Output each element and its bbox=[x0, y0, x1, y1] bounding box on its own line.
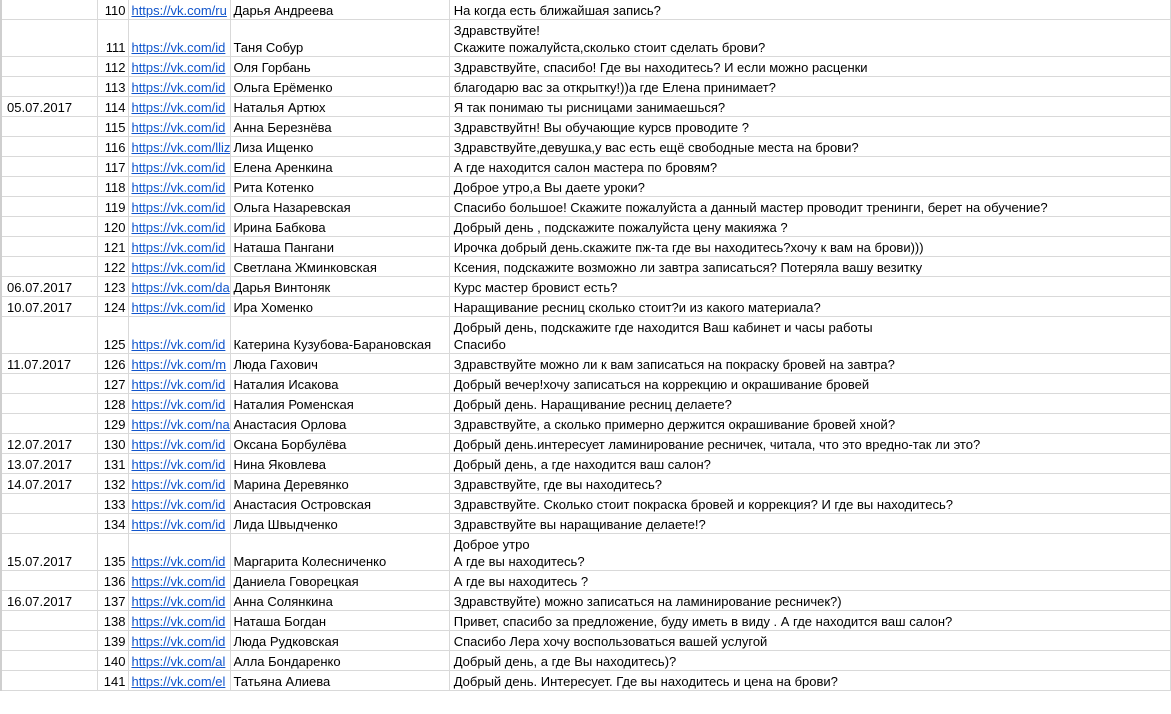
profile-link[interactable]: https://vk.com/id bbox=[131, 80, 226, 95]
profile-link-cell[interactable] bbox=[129, 117, 231, 137]
name-cell[interactable]: Алла Бондаренко bbox=[231, 651, 449, 671]
date-cell[interactable]: 13.07.2017 bbox=[1, 454, 97, 474]
message-line: Здравствуйте) можно записаться на ламинирование ресничек?) bbox=[453, 594, 842, 609]
profile-link[interactable]: https://vk.com/id bbox=[131, 300, 226, 315]
message-line: Здравствуйте, а сколько примерно держится окрашивание бровей хной? bbox=[453, 417, 896, 432]
table-row bbox=[1, 237, 1171, 257]
message-cell[interactable] bbox=[449, 591, 1170, 611]
number-cell[interactable]: 115 bbox=[97, 117, 129, 137]
date-cell[interactable] bbox=[1, 394, 97, 414]
date-cell[interactable] bbox=[1, 257, 97, 277]
table-row bbox=[1, 454, 1171, 474]
message-line: Доброе утро,а Вы даете уроки? bbox=[453, 180, 645, 195]
message-cell[interactable] bbox=[449, 651, 1170, 671]
profile-link[interactable]: https://vk.com/na bbox=[131, 417, 230, 432]
message-line: Ирочка добрый день.скажите пж-та где вы находитесь?хочу к вам на брови))) bbox=[453, 240, 924, 255]
message-cell[interactable] bbox=[449, 0, 1170, 20]
table-row bbox=[1, 97, 1171, 117]
profile-link[interactable]: https://vk.com/lliz bbox=[131, 140, 231, 155]
message-line: Здравствуйте, спасибо! Где вы находитесь? И если можно расценки bbox=[453, 60, 868, 75]
name-cell[interactable]: Таня Собур bbox=[231, 20, 449, 57]
profile-link-cell[interactable] bbox=[129, 591, 231, 611]
profile-link[interactable]: https://vk.com/da bbox=[131, 280, 230, 295]
date-cell[interactable] bbox=[1, 494, 97, 514]
message-cell[interactable] bbox=[449, 374, 1170, 394]
number-cell[interactable]: 137 bbox=[97, 591, 129, 611]
profile-link-cell[interactable] bbox=[129, 237, 231, 257]
date-cell[interactable] bbox=[1, 137, 97, 157]
number-cell[interactable]: 127 bbox=[97, 374, 129, 394]
date-cell[interactable] bbox=[1, 177, 97, 197]
table-row bbox=[1, 137, 1171, 157]
profile-link[interactable]: https://vk.com/id bbox=[131, 60, 226, 75]
table-row bbox=[1, 0, 1171, 20]
profile-link-cell[interactable] bbox=[129, 217, 231, 237]
profile-link[interactable]: https://vk.com/id bbox=[131, 100, 226, 115]
profile-link[interactable]: https://vk.com/id bbox=[131, 594, 226, 609]
name-cell[interactable]: Ольга Назаревская bbox=[231, 197, 449, 217]
profile-link[interactable]: https://vk.com/id bbox=[131, 40, 226, 55]
message-line: Здравствуйте можно ли к вам записаться на покраску бровей на завтра? bbox=[453, 357, 895, 372]
profile-link[interactable]: https://vk.com/id bbox=[131, 497, 226, 512]
message-cell[interactable] bbox=[449, 611, 1170, 631]
name-cell[interactable]: Наталия Роменская bbox=[231, 394, 449, 414]
date-cell[interactable]: 06.07.2017 bbox=[1, 277, 97, 297]
message-line: благодарю вас за открытку!))а где Елена принимает? bbox=[453, 80, 776, 95]
message-line: Здравствуйте. Сколько стоит покраска бровей и коррекция? И где вы находитесь? bbox=[453, 497, 953, 512]
message-cell[interactable] bbox=[449, 57, 1170, 77]
message-line: Наращивание ресниц сколько стоит?и из какого материала? bbox=[453, 300, 821, 315]
message-line: Здравствуйте,девушка,у вас есть ещё свободные места на брови? bbox=[453, 140, 859, 155]
table-row bbox=[1, 394, 1171, 414]
profile-link[interactable]: https://vk.com/id bbox=[131, 614, 226, 629]
message-line: Здравствуйте! bbox=[453, 23, 540, 38]
table-row bbox=[1, 514, 1171, 534]
message-cell[interactable] bbox=[449, 20, 1170, 57]
message-cell[interactable] bbox=[449, 257, 1170, 277]
message-line: Добрый день.интересует ламинирование ресничек, читала, что это вредно-так ли это? bbox=[453, 437, 981, 452]
date-cell[interactable] bbox=[1, 77, 97, 97]
number-cell[interactable]: 138 bbox=[97, 611, 129, 631]
name-cell[interactable]: Ольга Ерёменко bbox=[231, 77, 449, 97]
message-cell[interactable] bbox=[449, 237, 1170, 257]
date-cell[interactable] bbox=[1, 237, 97, 257]
table-row bbox=[1, 651, 1171, 671]
date-cell[interactable] bbox=[1, 651, 97, 671]
profile-link-cell[interactable] bbox=[129, 257, 231, 277]
date-cell[interactable] bbox=[1, 20, 97, 57]
message-cell[interactable] bbox=[449, 177, 1170, 197]
profile-link-cell[interactable] bbox=[129, 394, 231, 414]
table-row bbox=[1, 177, 1171, 197]
profile-link-cell[interactable] bbox=[129, 631, 231, 651]
date-cell[interactable] bbox=[1, 157, 97, 177]
name-cell[interactable]: Маргарита Колесниченко bbox=[231, 534, 449, 571]
table-row bbox=[1, 671, 1171, 691]
table-body bbox=[1, 0, 1171, 691]
number-cell[interactable]: 130 bbox=[97, 434, 129, 454]
number-cell[interactable]: 123 bbox=[97, 277, 129, 297]
profile-link[interactable]: https://vk.com/id bbox=[131, 160, 226, 175]
message-line: Курс мастер бровист есть? bbox=[453, 280, 618, 295]
message-cell[interactable] bbox=[449, 157, 1170, 177]
date-cell[interactable] bbox=[1, 611, 97, 631]
profile-link[interactable]: https://vk.com/id bbox=[131, 337, 226, 352]
date-cell[interactable] bbox=[1, 0, 97, 20]
profile-link-cell[interactable] bbox=[129, 414, 231, 434]
message-line: Добрый день , подскажите пожалуйста цену макияжа ? bbox=[453, 220, 788, 235]
message-line: Я так понимаю ты рисницами занимаешься? bbox=[453, 100, 726, 115]
message-cell[interactable] bbox=[449, 97, 1170, 117]
message-cell[interactable] bbox=[449, 277, 1170, 297]
name-cell[interactable]: Нина Яковлева bbox=[231, 454, 449, 474]
message-cell[interactable] bbox=[449, 571, 1170, 591]
profile-link[interactable]: https://vk.com/id bbox=[131, 240, 226, 255]
name-cell[interactable]: Наталия Исакова bbox=[231, 374, 449, 394]
name-cell[interactable]: Люда Гахович bbox=[231, 354, 449, 374]
message-line: Добрый день, а где находится ваш салон? bbox=[453, 457, 711, 472]
table-row bbox=[1, 494, 1171, 514]
number-cell[interactable]: 134 bbox=[97, 514, 129, 534]
name-cell[interactable]: Дарья Винтоняк bbox=[231, 277, 449, 297]
message-line: Спасибо Лера хочу воспользоваться вашей услугой bbox=[453, 634, 768, 649]
date-cell[interactable] bbox=[1, 317, 97, 354]
message-line: Спасибо большое! Скажите пожалуйста а данный мастер проводит тренинги, берет на обучение? bbox=[453, 200, 1048, 215]
name-cell[interactable]: Анна Солянкина bbox=[231, 591, 449, 611]
name-cell[interactable]: Марина Деревянко bbox=[231, 474, 449, 494]
message-cell[interactable] bbox=[449, 454, 1170, 474]
profile-link[interactable]: https://vk.com/id bbox=[131, 260, 226, 275]
number-cell[interactable]: 120 bbox=[97, 217, 129, 237]
name-cell[interactable]: Ирина Бабкова bbox=[231, 217, 449, 237]
name-cell[interactable]: Елена Аренкина bbox=[231, 157, 449, 177]
profile-link[interactable]: https://vk.com/id bbox=[131, 554, 226, 569]
profile-link-cell[interactable] bbox=[129, 20, 231, 57]
profile-link[interactable]: https://vk.com/id bbox=[131, 574, 226, 589]
message-line: Здравствуйтн! Вы обучающие курсв проводите ? bbox=[453, 120, 750, 135]
table-row bbox=[1, 354, 1171, 374]
name-cell[interactable]: Татьяна Алиева bbox=[231, 671, 449, 691]
profile-link[interactable]: https://vk.com/id bbox=[131, 517, 226, 532]
name-cell[interactable]: Ира Хоменко bbox=[231, 297, 449, 317]
number-cell[interactable]: 116 bbox=[97, 137, 129, 157]
profile-link[interactable]: https://vk.com/al bbox=[131, 654, 226, 669]
number-cell[interactable]: 124 bbox=[97, 297, 129, 317]
profile-link-cell[interactable] bbox=[129, 534, 231, 571]
name-cell[interactable]: Рита Котенко bbox=[231, 177, 449, 197]
profile-link-cell[interactable] bbox=[129, 354, 231, 374]
message-line: Здравствуйте вы наращивание делаете!? bbox=[453, 517, 706, 532]
number-cell[interactable]: 113 bbox=[97, 77, 129, 97]
message-line: Добрый день, а где Вы находитесь)? bbox=[453, 654, 677, 669]
message-line: Спасибо bbox=[453, 337, 506, 352]
profile-link[interactable]: https://vk.com/id bbox=[131, 200, 226, 215]
name-cell[interactable]: Светлана Жминковская bbox=[231, 257, 449, 277]
profile-link[interactable]: https://vk.com/id bbox=[131, 457, 226, 472]
message-cell[interactable] bbox=[449, 394, 1170, 414]
name-cell[interactable]: Наташа Пангани bbox=[231, 237, 449, 257]
message-cell[interactable] bbox=[449, 514, 1170, 534]
name-cell[interactable]: Анастасия Островская bbox=[231, 494, 449, 514]
name-cell[interactable]: Оксана Борбулёва bbox=[231, 434, 449, 454]
name-cell[interactable]: Лиза Ищенко bbox=[231, 137, 449, 157]
number-cell[interactable]: 128 bbox=[97, 394, 129, 414]
table-row bbox=[1, 434, 1171, 454]
profile-link[interactable]: https://vk.com/id bbox=[131, 477, 226, 492]
date-cell[interactable]: 16.07.2017 bbox=[1, 591, 97, 611]
name-cell[interactable]: Катерина Кузубова-Барановская bbox=[231, 317, 449, 354]
date-cell[interactable]: 11.07.2017 bbox=[1, 354, 97, 374]
message-cell[interactable] bbox=[449, 217, 1170, 237]
date-cell[interactable] bbox=[1, 571, 97, 591]
name-cell[interactable]: Дарья Андреева bbox=[231, 0, 449, 20]
table-row bbox=[1, 277, 1171, 297]
date-cell[interactable] bbox=[1, 671, 97, 691]
profile-link-cell[interactable] bbox=[129, 514, 231, 534]
number-cell[interactable]: 118 bbox=[97, 177, 129, 197]
table-row bbox=[1, 631, 1171, 651]
profile-link-cell[interactable] bbox=[129, 277, 231, 297]
table-row bbox=[1, 157, 1171, 177]
profile-link[interactable]: https://vk.com/id bbox=[131, 220, 226, 235]
message-cell[interactable] bbox=[449, 534, 1170, 571]
profile-link-cell[interactable] bbox=[129, 374, 231, 394]
profile-link[interactable]: https://vk.com/m bbox=[131, 357, 227, 372]
profile-link-cell[interactable] bbox=[129, 317, 231, 354]
profile-link-cell[interactable] bbox=[129, 137, 231, 157]
number-cell[interactable]: 110 bbox=[97, 0, 129, 20]
profile-link-cell[interactable] bbox=[129, 611, 231, 631]
table-row bbox=[1, 77, 1171, 97]
message-line: Привет, спасибо за предложение, буду иметь в виду . А где находится ваш салон? bbox=[453, 614, 953, 629]
profile-link[interactable]: https://vk.com/id bbox=[131, 397, 226, 412]
message-cell[interactable] bbox=[449, 434, 1170, 454]
number-cell[interactable]: 131 bbox=[97, 454, 129, 474]
date-cell[interactable] bbox=[1, 374, 97, 394]
name-cell[interactable]: Оля Горбань bbox=[231, 57, 449, 77]
date-cell[interactable] bbox=[1, 631, 97, 651]
table-row bbox=[1, 374, 1171, 394]
date-cell[interactable] bbox=[1, 414, 97, 434]
profile-link[interactable]: https://vk.com/id bbox=[131, 437, 226, 452]
date-cell[interactable] bbox=[1, 217, 97, 237]
message-cell[interactable] bbox=[449, 137, 1170, 157]
number-cell[interactable]: 111 bbox=[97, 20, 129, 57]
profile-link-cell[interactable] bbox=[129, 77, 231, 97]
profile-link[interactable]: https://vk.com/id bbox=[131, 634, 226, 649]
table-row bbox=[1, 217, 1171, 237]
table-row bbox=[1, 297, 1171, 317]
message-cell[interactable] bbox=[449, 117, 1170, 137]
date-cell[interactable]: 05.07.2017 bbox=[1, 97, 97, 117]
message-cell[interactable] bbox=[449, 77, 1170, 97]
number-cell[interactable]: 112 bbox=[97, 57, 129, 77]
profile-link-cell[interactable] bbox=[129, 197, 231, 217]
message-line: А где вы находитесь ? bbox=[453, 574, 589, 589]
number-cell[interactable]: 133 bbox=[97, 494, 129, 514]
name-cell[interactable]: Наташа Богдан bbox=[231, 611, 449, 631]
profile-link[interactable]: https://vk.com/id bbox=[131, 180, 226, 195]
name-cell[interactable]: Лида Швыдченко bbox=[231, 514, 449, 534]
table-row bbox=[1, 257, 1171, 277]
message-line: А где находится салон мастера по бровям? bbox=[453, 160, 718, 175]
table-row bbox=[1, 197, 1171, 217]
table-row bbox=[1, 117, 1171, 137]
profile-link[interactable]: https://vk.com/ru bbox=[131, 3, 227, 18]
message-cell[interactable] bbox=[449, 631, 1170, 651]
profile-link-cell[interactable] bbox=[129, 671, 231, 691]
number-cell[interactable]: 141 bbox=[97, 671, 129, 691]
number-cell[interactable]: 119 bbox=[97, 197, 129, 217]
table-row bbox=[1, 474, 1171, 494]
number-cell[interactable]: 122 bbox=[97, 257, 129, 277]
table-row bbox=[1, 534, 1171, 571]
date-cell[interactable]: 14.07.2017 bbox=[1, 474, 97, 494]
number-cell[interactable]: 126 bbox=[97, 354, 129, 374]
profile-link-cell[interactable] bbox=[129, 157, 231, 177]
message-line: А где вы находитесь? bbox=[453, 554, 585, 569]
message-line: Здравствуйте, где вы находитесь? bbox=[453, 477, 663, 492]
number-cell[interactable]: 132 bbox=[97, 474, 129, 494]
profile-link-cell[interactable] bbox=[129, 0, 231, 20]
message-line: Ксения, подскажите возможно ли завтра записаться? Потеряла вашу везитку bbox=[453, 260, 923, 275]
date-cell[interactable] bbox=[1, 57, 97, 77]
message-line: Добрый день. Интересует. Где вы находитесь и цена на брови? bbox=[453, 674, 838, 689]
table-row bbox=[1, 414, 1171, 434]
date-cell[interactable]: 15.07.2017 bbox=[1, 534, 97, 571]
number-cell[interactable]: 125 bbox=[97, 317, 129, 354]
profile-link-cell[interactable] bbox=[129, 454, 231, 474]
message-cell[interactable] bbox=[449, 297, 1170, 317]
profile-link[interactable]: https://vk.com/el bbox=[131, 674, 226, 689]
profile-link-cell[interactable] bbox=[129, 474, 231, 494]
message-line: Добрый день, подскажите где находится Ваш кабинет и часы работы bbox=[453, 320, 873, 335]
profile-link-cell[interactable] bbox=[129, 297, 231, 317]
table-row bbox=[1, 571, 1171, 591]
number-cell[interactable]: 129 bbox=[97, 414, 129, 434]
date-cell[interactable] bbox=[1, 197, 97, 217]
message-cell[interactable] bbox=[449, 671, 1170, 691]
number-cell[interactable]: 139 bbox=[97, 631, 129, 651]
message-cell[interactable] bbox=[449, 414, 1170, 434]
profile-link-cell[interactable] bbox=[129, 651, 231, 671]
date-cell[interactable] bbox=[1, 514, 97, 534]
date-cell[interactable]: 10.07.2017 bbox=[1, 297, 97, 317]
message-cell[interactable] bbox=[449, 494, 1170, 514]
number-cell[interactable]: 136 bbox=[97, 571, 129, 591]
table-row bbox=[1, 317, 1171, 354]
date-cell[interactable]: 12.07.2017 bbox=[1, 434, 97, 454]
number-cell[interactable]: 121 bbox=[97, 237, 129, 257]
profile-link-cell[interactable] bbox=[129, 97, 231, 117]
name-cell[interactable]: Анастасия Орлова bbox=[231, 414, 449, 434]
profile-link-cell[interactable] bbox=[129, 571, 231, 591]
number-cell[interactable]: 114 bbox=[97, 97, 129, 117]
table-row bbox=[1, 20, 1171, 57]
name-cell[interactable]: Люда Рудковская bbox=[231, 631, 449, 651]
profile-link-cell[interactable] bbox=[129, 57, 231, 77]
table-row bbox=[1, 611, 1171, 631]
date-cell[interactable] bbox=[1, 117, 97, 137]
number-cell[interactable]: 140 bbox=[97, 651, 129, 671]
message-cell[interactable] bbox=[449, 317, 1170, 354]
number-cell[interactable]: 117 bbox=[97, 157, 129, 177]
profile-link[interactable]: https://vk.com/id bbox=[131, 120, 226, 135]
message-cell[interactable] bbox=[449, 474, 1170, 494]
name-cell[interactable]: Анна Березнёва bbox=[231, 117, 449, 137]
message-line: Доброе утро bbox=[453, 537, 530, 552]
number-cell[interactable]: 135 bbox=[97, 534, 129, 571]
message-cell[interactable] bbox=[449, 197, 1170, 217]
name-cell[interactable]: Даниела Говорецкая bbox=[231, 571, 449, 591]
profile-link-cell[interactable] bbox=[129, 434, 231, 454]
message-line: Скажите пожалуйста,сколько стоит сделать брови? bbox=[453, 40, 766, 55]
profile-link-cell[interactable] bbox=[129, 177, 231, 197]
message-line: На когда есть ближайшая запись? bbox=[453, 3, 661, 18]
name-cell[interactable]: Наталья Артюх bbox=[231, 97, 449, 117]
profile-link-cell[interactable] bbox=[129, 494, 231, 514]
table-row bbox=[1, 57, 1171, 77]
profile-link[interactable]: https://vk.com/id bbox=[131, 377, 226, 392]
message-cell[interactable] bbox=[449, 354, 1170, 374]
message-line: Добрый день. Наращивание ресниц делаете? bbox=[453, 397, 732, 412]
table-row bbox=[1, 591, 1171, 611]
message-line: Добрый вечер!хочу записаться на коррекцию и окрашивание бровей bbox=[453, 377, 870, 392]
